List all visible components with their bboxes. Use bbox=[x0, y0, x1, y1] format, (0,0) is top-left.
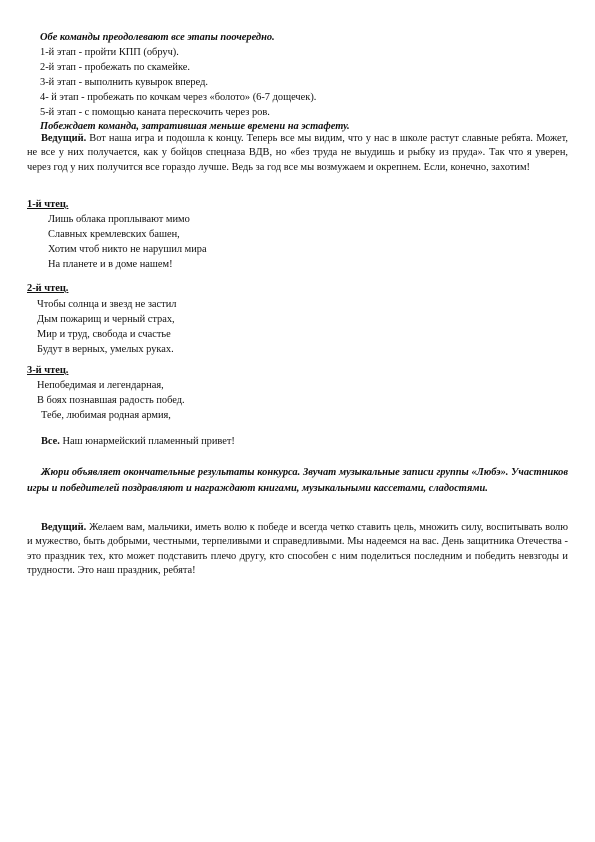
stage-3: 3-й этап - выполнить кувырок вперед. bbox=[40, 77, 208, 88]
all-line bbox=[41, 435, 235, 448]
jury-note bbox=[27, 465, 568, 497]
stage-1: 1-й этап - пройти КПП (обруч). bbox=[40, 47, 179, 58]
host-speaker-label: Ведущий. bbox=[41, 522, 87, 533]
stage-4: 4- й этап - пробежать по кочкам через «болото» (6-7 дощечек). bbox=[40, 92, 317, 103]
poem-line: Мир и труд, свобода и счастье bbox=[37, 329, 171, 340]
reader-1-heading: 1-й чтец. bbox=[27, 199, 69, 210]
poem-line: Непобедимая и легендарная, bbox=[37, 380, 164, 391]
poem-line: Славных кремлевских башен, bbox=[48, 229, 180, 240]
reader-1-poem bbox=[48, 212, 207, 272]
stage-2: 2-й этап - пробежать по скамейке. bbox=[40, 62, 190, 73]
all-speaker-label: Все. bbox=[41, 436, 60, 447]
host-speech-2 bbox=[27, 521, 568, 579]
jury-note-text: Жюри объявляет окончательные результаты конкурса. Звучат музыкальные записи группы «Любэ». Участников игры и победителей поздравляют и награждают книгами, музыкальными кассетами, сладостями. bbox=[27, 467, 568, 494]
reader-3-poem bbox=[37, 378, 185, 423]
reader-2-poem bbox=[37, 297, 176, 357]
poem-line: Лишь облака проплывают мимо bbox=[48, 214, 190, 225]
stage-5: 5-й этап - с помощью каната перескочить через ров. bbox=[40, 107, 270, 118]
poem-line: Тебе, любимая родная армия, bbox=[41, 410, 171, 421]
host-speech-1-text: Вот наша игра и подошла к концу. Теперь все мы видим, что у нас в школе растут славные ребята. Может, не все у них получается, как у бойцов спецназа ВДВ, но «без труда не выудишь и рыбку из пруда». Так что я уверен, через год у них получится все гораздо лучше. Ведь за год все мы возмужаем и окрепнем. Если, конечно, захотим! bbox=[27, 133, 568, 173]
winner-note: Побеждает команда, затратившая меньше времени на эстафету. bbox=[40, 121, 350, 132]
host-speech-1 bbox=[27, 132, 568, 175]
all-text: Наш юнармейский пламенный привет! bbox=[59, 436, 235, 447]
host-speaker-label: Ведущий. bbox=[41, 133, 87, 144]
host-speech-2-text: Желаем вам, мальчики, иметь волю к победе и всегда четко ставить цель, множить силу, воспитывать волю и мужество, быть добрыми, честными, терпеливыми и справедливыми. Мы надеемся на вас. День защитника Отечества - это праздник тех, кто может подставить плечо другу, кто способен с ним поделиться последним и победить невзгоды и трудности. Это наш праздник, ребята! bbox=[27, 522, 568, 577]
poem-line: Дым пожарищ и черный страх, bbox=[37, 314, 175, 325]
poem-line: Хотим чтоб никто не нарушил мира bbox=[48, 244, 207, 255]
poem-line: Чтобы солнца и звезд не застил bbox=[37, 299, 177, 310]
poem-line: Будут в верных, умелых руках. bbox=[37, 344, 174, 355]
poem-line: В боях познавшая радость побед. bbox=[37, 395, 185, 406]
intro-line: Обе команды преодолевают все этапы поочередно. bbox=[40, 32, 275, 43]
poem-line: На планете и в доме нашем! bbox=[48, 259, 173, 270]
reader-3-heading: 3-й чтец. bbox=[27, 365, 69, 376]
reader-2-heading: 2-й чтец. bbox=[27, 283, 69, 294]
